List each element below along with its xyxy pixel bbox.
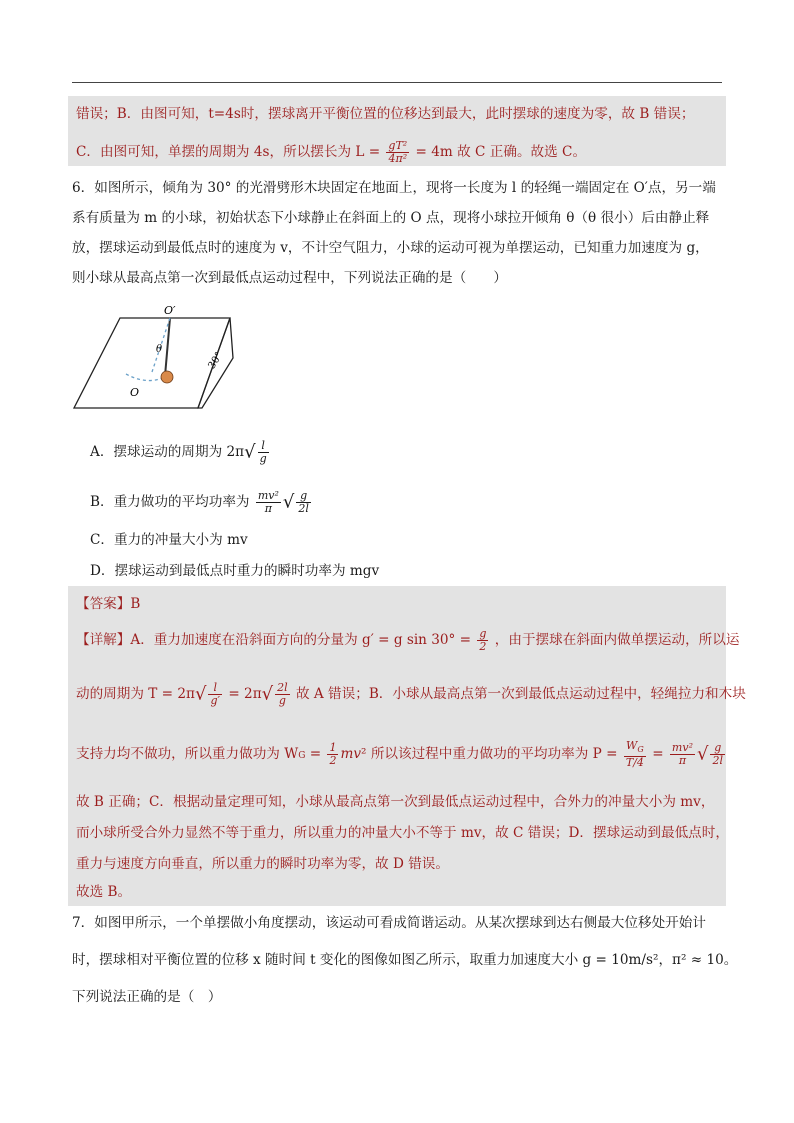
detail-tag: 【详解】 xyxy=(76,632,131,648)
detail-text-2c: 故 A 错误；B．小球从最高点第一次到最低点运动过程中，轻绳拉力和木块 xyxy=(295,686,746,702)
q6-line-1: 6．如图所示，倾角为 30° 的光滑劈形木块固定在地面上，现将一长度为 l 的轻绳一端固定在 O′点，另一端 xyxy=(72,180,716,196)
formula-wg-over-t4: $\frac{W_G}{T/4}$ xyxy=(625,739,644,770)
option-c: C．重力的冲量大小为 mv xyxy=(90,532,248,548)
q6-line-2: 系有质量为 m 的小球，初始状态下小球静止在斜面上的 O 点，现将小球拉开倾角 θ（θ 很小）后由静止释 xyxy=(72,210,710,226)
detail-line-2: 动的周期为 T = 2π√ $\frac{l}{g'}$ = 2π√ $\frac{2l}{g}$ 故 A 错误；B．小球从最高点第一次到最低点运动过程中，轻绳拉力和木块 xyxy=(76,681,746,707)
prev-answer-line-2 xyxy=(76,140,586,165)
detail-text-2b: = 2π xyxy=(228,686,262,702)
fig-label-o: O xyxy=(130,386,140,399)
formula-g-over-2l: $\frac{g}{2l}$ xyxy=(298,489,309,515)
detail-text-2a: 动的周期为 T = 2π xyxy=(76,686,195,702)
fig-label-angle: 30° xyxy=(206,350,226,372)
formula-length: $\frac{\text{gT²}}{\text{4π²}}$ xyxy=(388,139,408,165)
detail-line-1 xyxy=(76,628,739,653)
option-b: B．重力做功的平均功率为 $\frac{\text{mv²}}{\pi}$ √ $\frac{g}{2l}$ xyxy=(90,489,309,515)
q6-line-3: 放，摆球运动到最低点时的速度为 v，不计空气阻力，小球的运动可视为单摆运动，已知重力加速度为 g， xyxy=(72,240,709,256)
answer-value: B xyxy=(130,596,141,612)
q6-line-4: 则小球从最高点第一次到最低点运动过程中，下列说法正确的是（ ） xyxy=(72,270,507,286)
formula-l-over-g: $\frac{l}{g}$ xyxy=(259,439,267,465)
fig-label-top: O′ xyxy=(164,304,176,317)
prev-answer-text-a: C．由图可知，单摆的周期为 4s，所以摆长为 L = xyxy=(76,144,381,160)
formula-g-over-2: $\frac{g}{2}$ xyxy=(479,627,487,653)
detail-line-7: 故选 B。 xyxy=(76,884,132,900)
q7-line-3: 下列说法正确的是（ ） xyxy=(72,989,222,1005)
answer-tag: 【答案】 xyxy=(76,596,131,612)
header-rule xyxy=(72,82,722,83)
option-a-text: A．摆球运动的周期为 2π xyxy=(90,444,245,460)
q7-line-1: 7．如图甲所示，一个单摆做小角度摆动，该运动可看成简谐运动。从某次摆球到达右侧最大位移处开始计 xyxy=(72,915,706,931)
wedge-pendulum-figure xyxy=(70,300,250,415)
formula-mv2-over-pi-2: $\frac{\text{mv²}}{\pi}$ xyxy=(671,741,693,768)
detail-line-5: 而小球所受合外力显然不等于重力，所以重力的冲量大小不等于 mv，故 C 错误；D．摆球运动到最低点时， xyxy=(76,825,729,841)
q7-line-2: 时，摆球相对平衡位置的位移 x 随时间 t 变化的图像如图乙所示，取重力加速度大小 g = 10m/s²，π² ≈ 10。 xyxy=(72,952,738,968)
option-b-text: B．重力做功的平均功率为 xyxy=(90,494,250,510)
detail-text-3b: 所以该过程中重力做功的平均功率为 P = xyxy=(370,746,618,763)
prev-answer-line-1: 错误；B．由图可知，t=4s时，摆球离开平衡位置的位移达到最大，此时摆球的速度为零，故 B 错误； xyxy=(76,106,695,122)
formula-half: $\frac{1}{2}$ xyxy=(329,741,337,768)
detail-text-1a: A．重力加速度在沿斜面方向的分量为 g′ = g sin 30° = xyxy=(130,632,472,648)
formula-2l-over-g: $\frac{2l}{g}$ xyxy=(277,681,288,707)
formula-mv2-over-pi: $\frac{\text{mv²}}{\pi}$ xyxy=(257,489,279,515)
detail-text-1b: ，由于摆球在斜面内做单摆运动，所以运 xyxy=(494,632,740,648)
option-a: A．摆球运动的周期为 2π√ $\frac{l}{g}$ xyxy=(90,439,267,465)
formula-g-over-2l-2: $\frac{g}{2l}$ xyxy=(712,741,723,768)
detail-text-3a: 支持力均不做功，所以重力做功为 W xyxy=(76,746,299,763)
fig-label-theta: θ xyxy=(156,344,163,355)
option-d: D．摆球运动到最低点时重力的瞬时功率为 mgv xyxy=(90,563,380,579)
detail-line-6: 重力与速度方向垂直，所以重力的瞬时功率为零，故 D 错误。 xyxy=(76,856,449,872)
answer-line xyxy=(76,594,140,614)
detail-line-3: 支持力均不做功，所以重力做功为 WG = $\frac{1}{2}$ mv² 所以该过程中重力做功的平均功率为 P = $\frac{W_G}{T/4}$ = $\frac{\text{mv²}}{\pi}$ √ $\frac{g}{2l}$ xyxy=(76,739,723,770)
detail-line-4: 故 B 正确；C．根据动量定理可知，小球从最高点第一次到最低点运动过程中，合外力的冲量大小为 mv， xyxy=(76,794,715,810)
formula-l-over-gprime: $\frac{l}{g'}$ xyxy=(210,681,221,707)
prev-answer-text-b: = 4m 故 C 正确。故选 C。 xyxy=(415,144,587,160)
